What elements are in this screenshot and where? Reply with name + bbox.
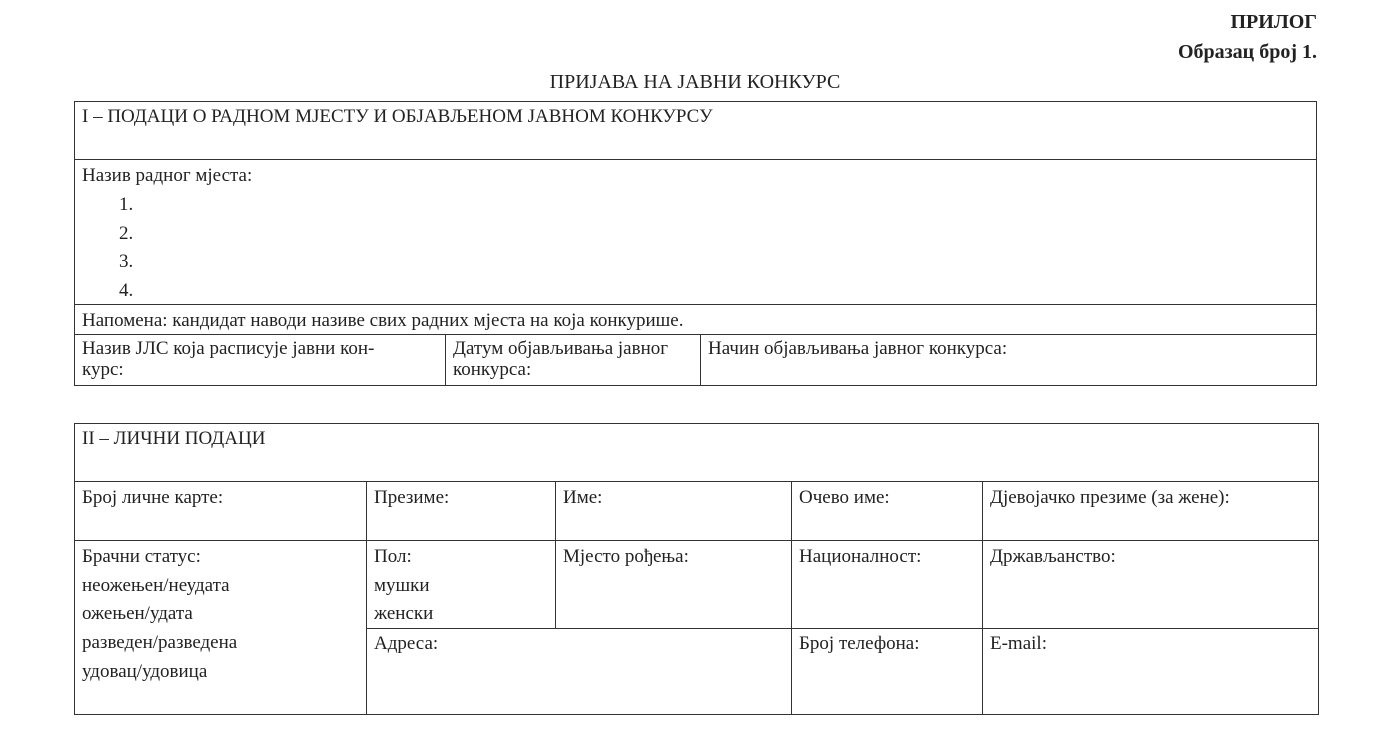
marital-option-widowed: удовац/удовица xyxy=(82,661,208,682)
citizenship-label: Држављанство: xyxy=(990,546,1116,567)
position-number-1: 1. xyxy=(119,194,134,215)
jls-label-line1: Назив ЈЛС која расписује јавни кон- xyxy=(82,338,375,359)
marital-option-single: неожењен/неудата xyxy=(82,575,230,596)
sex-option-male: мушки xyxy=(374,575,430,596)
email-label: E-mail: xyxy=(990,633,1047,654)
marital-option-divorced: разведен/разведена xyxy=(82,632,238,653)
marital-option-married: ожењен/удата xyxy=(82,603,193,624)
attachment-label: ПРИЛОГ xyxy=(1230,11,1317,33)
name-label: Име: xyxy=(563,487,603,508)
id-card-label: Број личне карте: xyxy=(82,487,224,508)
maiden-name-label: Дјевојачко презиме (за жене): xyxy=(990,487,1230,508)
position-number-4: 4. xyxy=(119,280,134,301)
form-number: Образац број 1. xyxy=(1177,41,1317,63)
form-title: ПРИЈАВА НА ЈАВНИ КОНКУРС xyxy=(549,71,841,93)
sex-option-female: женски xyxy=(374,603,434,624)
father-name-label: Очево име: xyxy=(799,487,890,508)
address-label: Адреса: xyxy=(374,633,439,654)
position-number-3: 3. xyxy=(119,251,134,272)
publication-date-label-line2: конкурса: xyxy=(453,359,532,380)
sex-label: Пол: xyxy=(374,546,412,567)
nationality-label: Националност: xyxy=(799,546,922,567)
section1-heading: I – ПОДАЦИ О РАДНОМ МЈЕСТУ И ОБЈАВЉЕНОМ ЈАВНОМ КОНКУРСУ xyxy=(82,106,713,127)
section2-heading: II – ЛИЧНИ ПОДАЦИ xyxy=(82,428,266,449)
surname-label: Презиме: xyxy=(374,487,450,508)
marital-status-label: Брачни статус: xyxy=(82,546,201,567)
birthplace-label: Мјесто рођења: xyxy=(563,546,689,567)
phone-label: Број телефона: xyxy=(799,633,920,654)
section2-table xyxy=(74,423,1319,715)
section1-note: Напомена: кандидат наводи називе свих радних мјеста на која конкурише. xyxy=(82,310,684,331)
jls-label-line2: курс: xyxy=(82,359,124,380)
publication-date-label-line1: Датум објављивања јавног xyxy=(453,338,669,359)
publication-method-label: Начин објављивања јавног конкурса: xyxy=(708,338,1008,359)
position-name-label: Назив радног мјеста: xyxy=(82,165,253,186)
position-number-2: 2. xyxy=(119,223,134,244)
